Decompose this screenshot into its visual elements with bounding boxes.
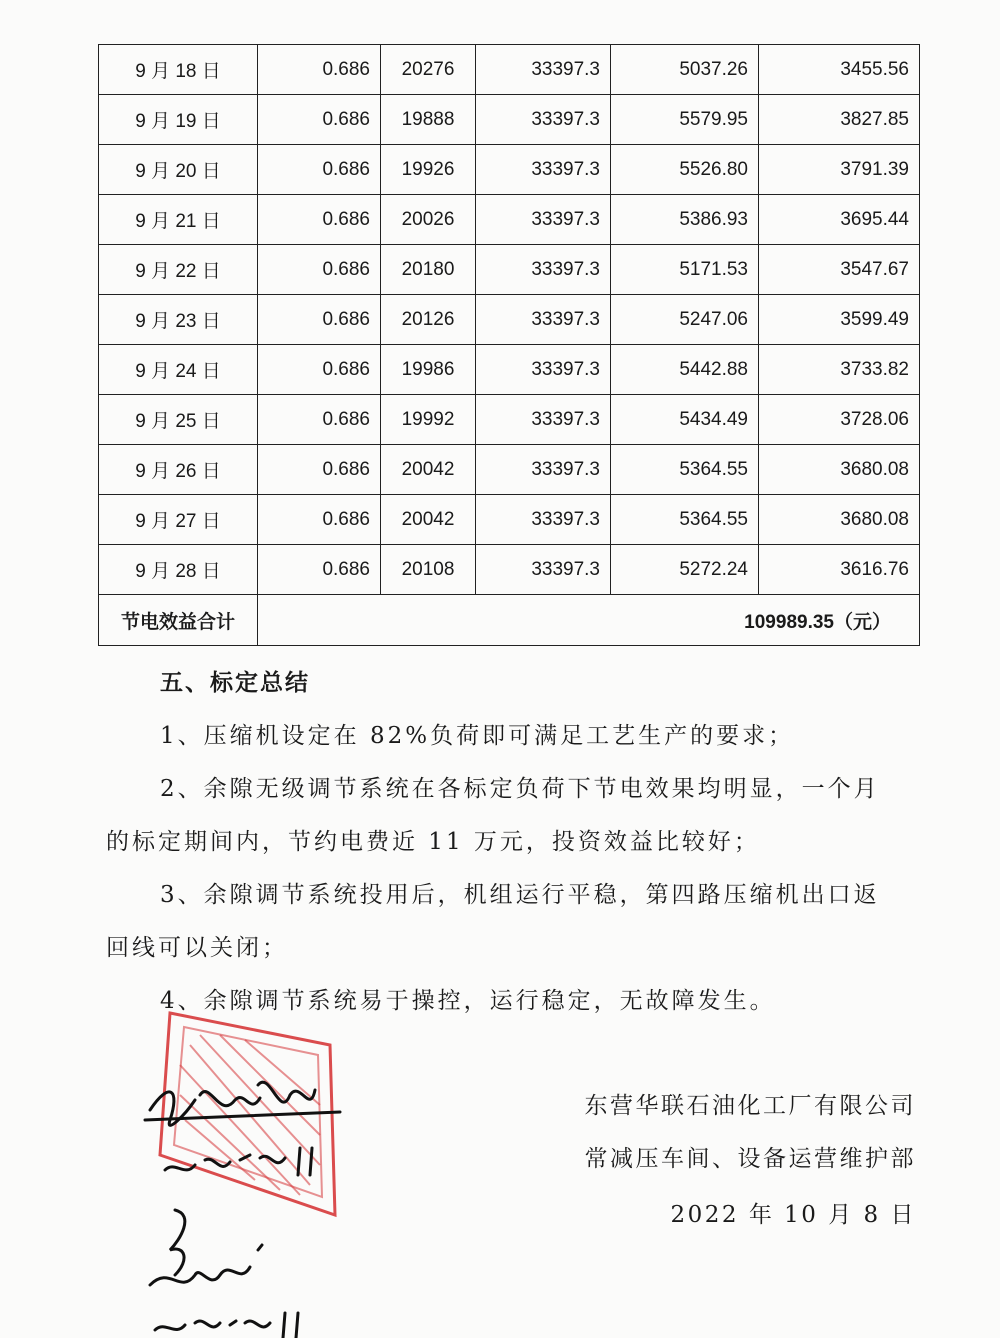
row-value-c4: 33397.3 [476,545,611,595]
summary-item-2-line-2: 的标定期间内，节约电费近 11 万元，投资效益比较好； [106,829,760,855]
row-value-c3: 20042 [381,445,476,495]
row-date: 9 月 20 日 [99,145,258,195]
row-coefficient: 0.686 [258,145,381,195]
row-value-c3: 20276 [381,45,476,95]
row-value-c5: 5386.93 [611,195,759,245]
row-value-c6: 3791.39 [759,145,920,195]
savings-table-body [99,45,920,595]
row-value-c4: 33397.3 [476,145,611,195]
row-coefficient: 0.686 [258,45,381,95]
row-value-c6: 3599.49 [759,295,920,345]
total-value: 109989.35（元） [258,595,920,646]
row-coefficient: 0.686 [258,345,381,395]
row-date: 9 月 26 日 [99,445,258,495]
row-value-c5: 5037.26 [611,45,759,95]
total-row [99,595,920,646]
company-name: 东营华联石油化工厂有限公司 [584,1093,916,1119]
row-value-c3: 19926 [381,145,476,195]
row-value-c4: 33397.3 [476,95,611,145]
row-date: 9 月 25 日 [99,395,258,445]
row-coefficient: 0.686 [258,495,381,545]
row-value-c6: 3547.67 [759,245,920,295]
table-row [99,545,920,595]
section-title: 五、标定总结 [160,670,310,696]
summary-item-3-line-2: 回线可以关闭； [106,935,288,961]
row-coefficient: 0.686 [258,195,381,245]
table-row [99,345,920,395]
row-date: 9 月 28 日 [99,545,258,595]
row-value-c3: 19888 [381,95,476,145]
savings-table [98,44,920,646]
row-value-c5: 5434.49 [611,395,759,445]
handwritten-signature-2-icon [140,1205,320,1338]
row-value-c6: 3728.06 [759,395,920,445]
row-value-c4: 33397.3 [476,245,611,295]
row-value-c3: 19986 [381,345,476,395]
row-value-c3: 20126 [381,295,476,345]
row-coefficient: 0.686 [258,95,381,145]
row-value-c4: 33397.3 [476,345,611,395]
table-row [99,95,920,145]
row-value-c5: 5526.80 [611,145,759,195]
row-coefficient: 0.686 [258,295,381,345]
row-value-c5: 5442.88 [611,345,759,395]
table-row [99,45,920,95]
row-value-c5: 5579.95 [611,95,759,145]
row-value-c6: 3827.85 [759,95,920,145]
table-row [99,395,920,445]
row-coefficient: 0.686 [258,545,381,595]
handwritten-signature-1-icon [140,1060,360,1200]
row-value-c4: 33397.3 [476,295,611,345]
row-value-c4: 33397.3 [476,445,611,495]
row-value-c5: 5364.55 [611,495,759,545]
row-value-c5: 5364.55 [611,445,759,495]
table-row [99,445,920,495]
row-value-c6: 3680.08 [759,495,920,545]
table-row [99,495,920,545]
row-value-c6: 3455.56 [759,45,920,95]
row-value-c3: 19992 [381,395,476,445]
row-value-c4: 33397.3 [476,195,611,245]
row-value-c5: 5272.24 [611,545,759,595]
summary-item-1: 1、压缩机设定在 82%负荷即可满足工艺生产的要求； [160,723,795,749]
department-name: 常减压车间、设备运营维护部 [584,1146,916,1172]
row-value-c6: 3616.76 [759,545,920,595]
row-value-c6: 3733.82 [759,345,920,395]
row-value-c3: 20180 [381,245,476,295]
row-date: 9 月 22 日 [99,245,258,295]
row-date: 9 月 18 日 [99,45,258,95]
row-date: 9 月 21 日 [99,195,258,245]
row-value-c5: 5171.53 [611,245,759,295]
summary-item-4: 4、余隙调节系统易于操控，运行稳定，无故障发生。 [160,988,776,1014]
row-value-c4: 33397.3 [476,495,611,545]
row-coefficient: 0.686 [258,445,381,495]
table-row [99,245,920,295]
row-date: 9 月 27 日 [99,495,258,545]
row-value-c4: 33397.3 [476,45,611,95]
row-value-c3: 20042 [381,495,476,545]
table-row [99,195,920,245]
row-coefficient: 0.686 [258,245,381,295]
summary-item-2-line-1: 2、余隙无级调节系统在各标定负荷下节电效果均明显，一个月 [160,776,880,802]
total-label: 节电效益合计 [99,595,258,646]
row-value-c4: 33397.3 [476,395,611,445]
row-value-c6: 3695.44 [759,195,920,245]
summary-item-3-line-1: 3、余隙调节系统投用后，机组运行平稳，第四路压缩机出口返 [160,882,880,908]
table-row [99,295,920,345]
document-date: 2022 年 10 月 8 日 [670,1202,916,1228]
row-coefficient: 0.686 [258,395,381,445]
row-value-c3: 20026 [381,195,476,245]
row-date: 9 月 23 日 [99,295,258,345]
table-row [99,145,920,195]
row-value-c5: 5247.06 [611,295,759,345]
row-date: 9 月 19 日 [99,95,258,145]
row-date: 9 月 24 日 [99,345,258,395]
row-value-c6: 3680.08 [759,445,920,495]
row-value-c3: 20108 [381,545,476,595]
